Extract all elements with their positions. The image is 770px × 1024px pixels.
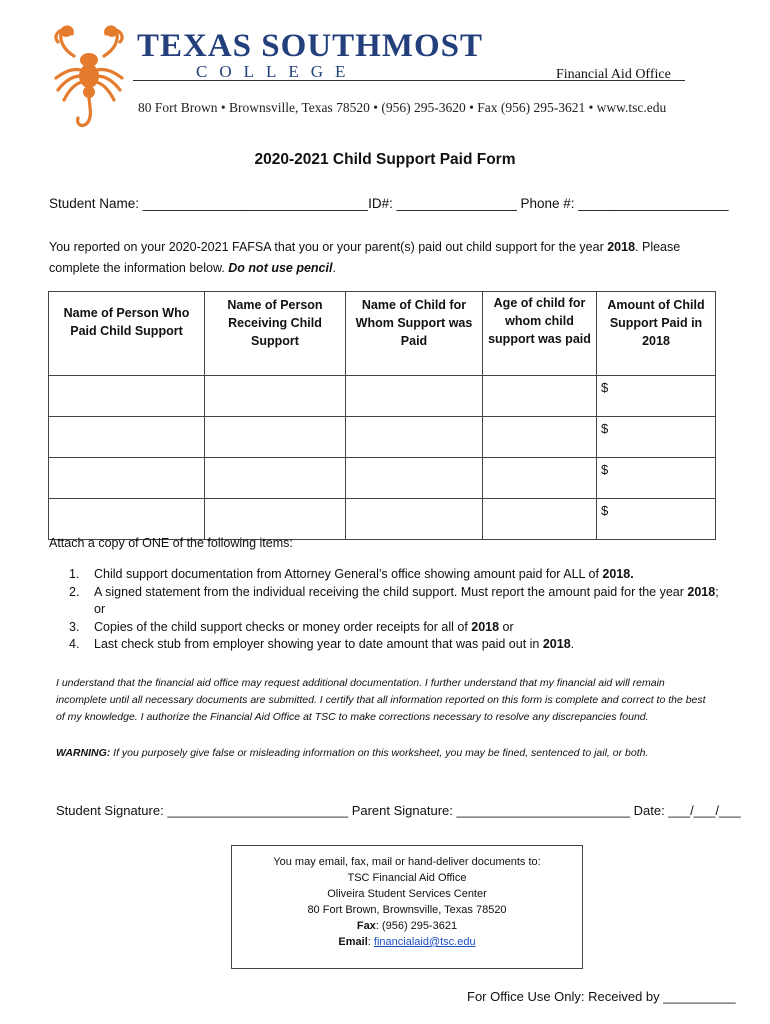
intro-text-3: . [332,261,336,275]
intro-paragraph [49,237,729,279]
amount-cell[interactable]: $ [597,499,716,540]
list-item [49,636,729,654]
warning-statement [56,745,716,762]
list-text: Copies of the child support checks or money order receipts for all of [94,619,472,634]
scorpion-logo-icon [44,20,134,130]
document-list [49,566,729,654]
contact-intro: You may email, fax, mail or hand-deliver documents to: [273,856,541,868]
payer-cell[interactable] [49,376,205,417]
recipient-cell[interactable] [205,417,346,458]
amount-cell[interactable]: $ [597,417,716,458]
office-use-label: For Office Use Only: Received by [467,989,660,1004]
office-label: Financial Aid Office [556,67,671,82]
id-field[interactable]: ________________ [396,196,517,211]
amount-cell[interactable]: $ [597,376,716,417]
list-year: 2018. [602,567,634,581]
fax-value: : (956) 295-3621 [375,920,458,932]
list-item [49,584,729,619]
email-label: Email [338,936,368,948]
office-use-line [467,989,736,1004]
col-header-amount: Amount of Child Support Paid in 2018 [597,292,716,376]
received-by-field[interactable]: __________ [663,989,736,1004]
list-text: Child support documentation from Attorney General’s office showing amount paid for ALL of [94,567,603,581]
list-item [49,619,729,637]
list-text: Last check stub from employer showing year to date amount that was paid out in [94,637,543,651]
college-address: 80 Fort Brown • Brownsville, Texas 78520 • (956) 295-3620 • Fax (956) 295-3621 • www.tsc.edu [138,100,667,115]
col-header-payer: Name of Person Who Paid Child Support [49,292,205,376]
phone-label: Phone #: [520,196,575,211]
student-name-label: Student Name: [49,196,140,211]
id-label: ID#: [368,196,393,211]
list-tail: . [570,637,575,651]
age-cell[interactable] [483,458,597,499]
date-label: Date: [633,803,665,818]
child-cell[interactable] [346,499,483,540]
intro-text-2: . Please complete the information below. [49,240,681,275]
college-name: TEXAS SOUTHMOST [137,28,483,64]
student-signature-field[interactable]: _________________________ [167,803,349,818]
list-text: A signed statement from the individual receiving the child support. Must report the amount paid for the year [94,584,688,599]
certification-statement: I understand that the financial aid office may request additional documentation. I further understand that my financial aid will remain incomplete until all necessary documents are submitted. I certify that all information reported on this form is complete and correct to the best of my knowledge. I authorize the Financial Aid Office at TSC to make corrections necessary to resolve any discrepancies found. [56,677,706,723]
student-info-line [49,196,729,211]
form-title: 2020-2021 Child Support Paid Form [254,151,516,168]
table-row [49,458,716,499]
contact-email [232,934,582,950]
date-field[interactable]: ___/___/___ [668,803,741,818]
contact-center: Oliveira Student Services Center [327,888,487,900]
age-cell[interactable] [483,499,597,540]
list-number: 1. [69,567,80,581]
list-number: 3. [69,619,80,634]
parent-signature-field[interactable]: ________________________ [456,803,631,818]
warning-text: If you purposely give false or misleading information on this worksheet, you may be fined, sentenced to jail, or both. [110,747,649,759]
parent-signature-label: Parent Signature: [351,803,453,818]
warning-label: WARNING: [56,747,111,759]
table-row [49,417,716,458]
signature-line [56,803,741,818]
student-signature-label: Student Signature: [56,803,164,818]
list-year: 2018 [687,584,716,599]
recipient-cell[interactable] [205,376,346,417]
college-subtitle: COLLEGE [196,62,358,81]
phone-field[interactable]: ____________________ [578,196,729,211]
age-cell[interactable] [483,417,597,458]
col-header-child: Name of Child for Whom Support was Paid [346,292,483,376]
col-header-age: Age of child for whom child support was paid [483,292,597,376]
fax-label: Fax [356,920,376,932]
intro-text: You reported on your 2020-2021 FAFSA that you or your parent(s) paid out child support for the year [49,240,608,254]
list-item [49,566,729,584]
list-year: 2018 [471,619,500,634]
payer-cell[interactable] [49,458,205,499]
list-tail: ; or [94,584,719,616]
recipient-cell[interactable] [205,458,346,499]
table-row [49,376,716,417]
student-name-field[interactable]: ______________________________ [142,196,369,211]
table-header-row [49,292,716,376]
child-cell[interactable] [346,458,483,499]
child-support-table [48,291,716,540]
list-number: 2. [69,584,80,599]
attach-instructions: Attach a copy of ONE of the following items: [49,536,293,550]
table-row [49,499,716,540]
list-number: 4. [69,637,80,651]
pencil-warning: Do not use pencil [228,261,333,275]
recipient-cell[interactable] [205,499,346,540]
amount-cell[interactable]: $ [597,458,716,499]
age-cell[interactable] [483,376,597,417]
col-header-recipient: Name of Person Receiving Child Support [205,292,346,376]
payer-cell[interactable] [49,417,205,458]
contact-address: 80 Fort Brown, Brownsville, Texas 78520 [307,904,507,916]
contact-fax [232,918,582,934]
contact-box [231,845,583,969]
list-tail: or [499,619,514,634]
contact-office: TSC Financial Aid Office [347,872,467,884]
email-separator: : [367,936,374,948]
list-year: 2018 [542,637,571,651]
email-link[interactable]: financialaid@tsc.edu [373,936,476,948]
child-cell[interactable] [346,417,483,458]
payer-cell[interactable] [49,499,205,540]
child-cell[interactable] [346,376,483,417]
intro-year: 2018 [607,240,636,254]
